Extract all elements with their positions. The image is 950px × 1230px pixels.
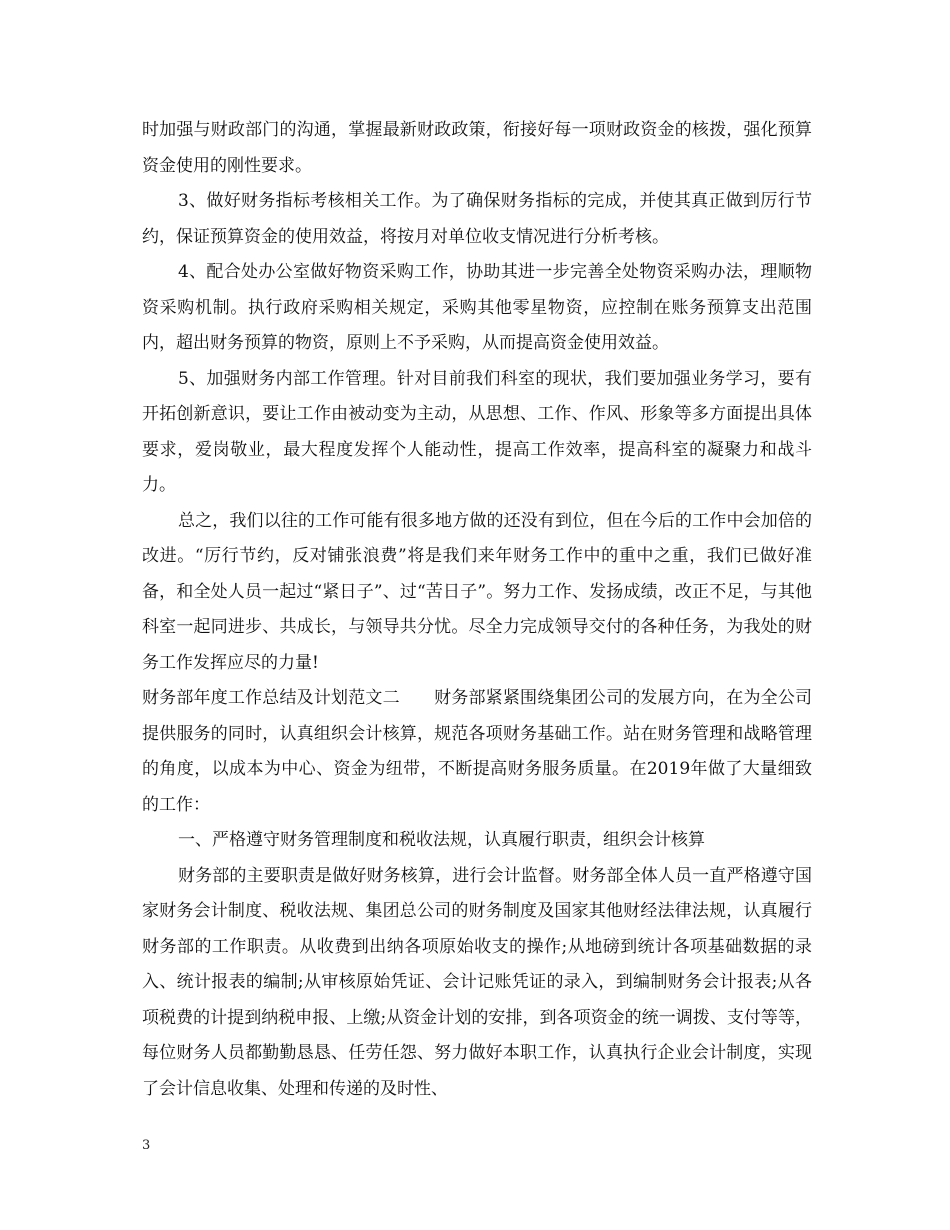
paragraph-4: 5、加强财务内部工作管理。针对目前我们科室的现状，我们要加强业务学习，要有开拓创新意识，要让工作由被动变为主动，从思想、工作、作风、形象等多方面提出具体要求，爱岗敬业，最大程度发挥个人能动性，提高工作效率，提高科室的凝聚力和战斗力。: [142, 368, 812, 495]
paragraph-6-section-title: 财务部年度工作总结及计划范文二 财务部紧紧围绕集团公司的发展方向，在为全公司提供服务的同时，认真组织会计核算，规范各项财务基础工作。站在财务管理和战略管理的角度，以成本为中心、资金为纽带，不断提高财务服务质量。在2019年做了大量细致的工作：: [142, 688, 812, 815]
document-body: [142, 113, 812, 1107]
paragraph-8: 财务部的主要职责是做好财务核算，进行会计监督。财务部全体人员一直严格遵守国家财务会计制度、税收法规、集团总公司的财务制度及国家其他财经法律法规，认真履行财务部的工作职责。从收费到出纳各项原始收支的操作;从地磅到统计各项基础数据的录入、统计报表的编制;从审核原始凭证、会计记账凭证的录入，到编制财务会计报表;从各项税费的计提到纳税申报、上缴;从资金计划的安排，到各项资金的统一调拨、支付等等，每位财务人员都勤勤恳恳、任劳任怨、努力做好本职工作，认真执行企业会计制度，实现了会计信息收集、处理和传递的及时性、: [142, 865, 812, 1099]
paragraph-3: 4、配合处办公室做好物资采购工作，协助其进一步完善全处物资采购办法，理顺物资采购机制。执行政府采购相关规定，采购其他零星物资，应控制在账务预算支出范围内，超出财务预算的物资，原则上不予采购，从而提高资金使用效益。: [142, 262, 812, 353]
paragraph-5: 总之，我们以往的工作可能有很多地方做的还没有到位，但在今后的工作中会加倍的改进。“厉行节约，反对铺张浪费”将是我们来年财务工作中的重中之重，我们已做好准备，和全处人员一起过“紧日子”、过“苦日子”。努力工作、发扬成绩，改正不足，与其他科室一起同进步、共成长，与领导共分忧。尽全力完成领导交付的各种任务，为我处的财务工作发挥应尽的力量!: [142, 510, 812, 673]
paragraph-1: 时加强与财政部门的沟通，掌握最新财政政策，衔接好每一项财政资金的核拨，强化预算资金使用的刚性要求。: [142, 120, 812, 176]
page-number: 3: [142, 1138, 151, 1153]
paragraph-2: 3、做好财务指标考核相关工作。为了确保财务指标的完成，并使其真正做到厉行节约，保证预算资金的使用效益，将按月对单位收支情况进行分析考核。: [142, 191, 812, 247]
paragraph-7-heading: 一、严格遵守财务管理制度和税收法规，认真履行职责，组织会计核算: [178, 830, 705, 850]
